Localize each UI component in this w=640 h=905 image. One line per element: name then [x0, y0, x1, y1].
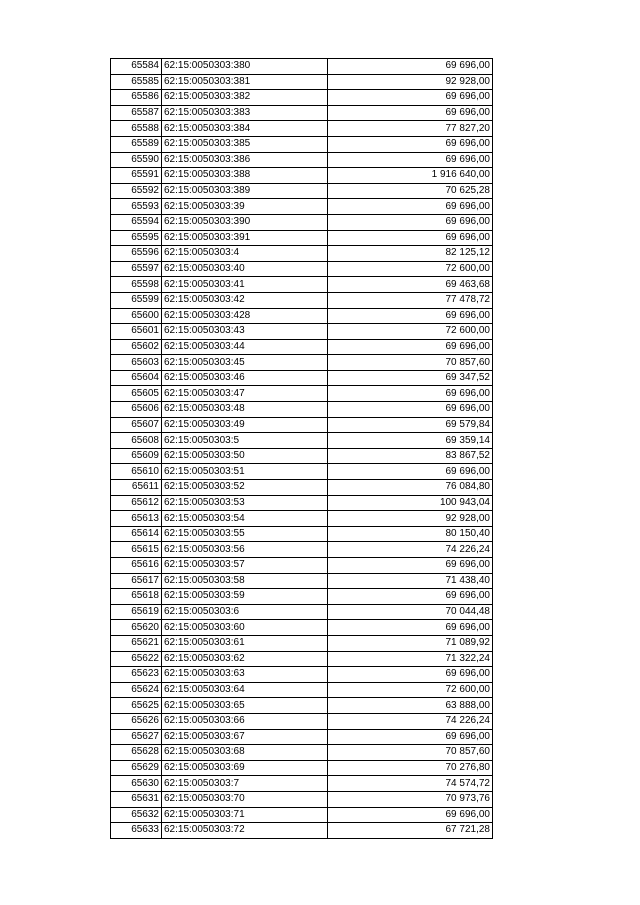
cadastral-number-cell: 62:15:0050303:39 — [162, 199, 328, 215]
table-row — [111, 292, 493, 308]
table-row — [111, 230, 493, 246]
cadastral-value-cell: 74 226,24 — [328, 542, 493, 558]
table-row — [111, 776, 493, 792]
row-number-cell: 65605 — [111, 386, 162, 402]
cadastral-number-cell: 62:15:0050303:67 — [162, 729, 328, 745]
table-row — [111, 152, 493, 168]
table-row — [111, 745, 493, 761]
table-row — [111, 511, 493, 527]
row-number-cell: 65598 — [111, 277, 162, 293]
cadastral-number-cell: 62:15:0050303:57 — [162, 558, 328, 574]
table-row — [111, 526, 493, 542]
cadastral-value-cell: 69 696,00 — [328, 667, 493, 683]
cadastral-value-cell: 71 089,92 — [328, 635, 493, 651]
table-row — [111, 324, 493, 340]
row-number-cell: 65588 — [111, 121, 162, 137]
cadastral-value-cell: 70 044,48 — [328, 604, 493, 620]
cadastral-number-cell: 62:15:0050303:385 — [162, 136, 328, 152]
table-row — [111, 635, 493, 651]
table-row — [111, 667, 493, 683]
table-row — [111, 573, 493, 589]
cadastral-number-cell: 62:15:0050303:389 — [162, 183, 328, 199]
cadastral-number-cell: 62:15:0050303:56 — [162, 542, 328, 558]
cadastral-number-cell: 62:15:0050303:54 — [162, 511, 328, 527]
cadastral-value-cell: 71 322,24 — [328, 651, 493, 667]
row-number-cell: 65609 — [111, 448, 162, 464]
row-number-cell: 65632 — [111, 807, 162, 823]
cadastral-value-cell: 1 916 640,00 — [328, 168, 493, 184]
cadastral-value-cell: 69 696,00 — [328, 230, 493, 246]
row-number-cell: 65604 — [111, 370, 162, 386]
cadastral-value-cell: 74 226,24 — [328, 713, 493, 729]
table-row — [111, 121, 493, 137]
table-row — [111, 105, 493, 121]
table-row — [111, 402, 493, 418]
row-number-cell: 65599 — [111, 292, 162, 308]
cadastral-number-cell: 62:15:0050303:63 — [162, 667, 328, 683]
cadastral-value-cell: 69 696,00 — [328, 558, 493, 574]
cadastral-number-cell: 62:15:0050303:71 — [162, 807, 328, 823]
row-number-cell: 65614 — [111, 526, 162, 542]
row-number-cell: 65623 — [111, 667, 162, 683]
row-number-cell: 65617 — [111, 573, 162, 589]
table-row — [111, 90, 493, 106]
table-row — [111, 807, 493, 823]
row-number-cell: 65587 — [111, 105, 162, 121]
cadastral-number-cell: 62:15:0050303:40 — [162, 261, 328, 277]
cadastral-number-cell: 62:15:0050303:70 — [162, 791, 328, 807]
row-number-cell: 65586 — [111, 90, 162, 106]
row-number-cell: 65631 — [111, 791, 162, 807]
cadastral-number-cell: 62:15:0050303:44 — [162, 339, 328, 355]
cadastral-value-cell: 76 084,80 — [328, 480, 493, 496]
row-number-cell: 65597 — [111, 261, 162, 277]
row-number-cell: 65592 — [111, 183, 162, 199]
cadastral-number-cell: 62:15:0050303:384 — [162, 121, 328, 137]
row-number-cell: 65618 — [111, 589, 162, 605]
table-row — [111, 168, 493, 184]
cadastral-number-cell: 62:15:0050303:69 — [162, 760, 328, 776]
table-row — [111, 74, 493, 90]
table-row — [111, 651, 493, 667]
cadastral-value-cell: 92 928,00 — [328, 74, 493, 90]
cadastral-number-cell: 62:15:0050303:42 — [162, 292, 328, 308]
row-number-cell: 65629 — [111, 760, 162, 776]
row-number-cell: 65619 — [111, 604, 162, 620]
cadastral-value-cell: 100 943,04 — [328, 495, 493, 511]
cadastral-value-cell: 69 696,00 — [328, 589, 493, 605]
table-row — [111, 480, 493, 496]
cadastral-number-cell: 62:15:0050303:53 — [162, 495, 328, 511]
table-row — [111, 448, 493, 464]
cadastral-value-cell: 69 696,00 — [328, 402, 493, 418]
cadastral-value-cell: 83 867,52 — [328, 448, 493, 464]
cadastral-value-cell: 72 600,00 — [328, 261, 493, 277]
table-row — [111, 495, 493, 511]
cadastral-number-cell: 62:15:0050303:51 — [162, 464, 328, 480]
cadastral-value-cell: 69 359,14 — [328, 433, 493, 449]
table-row — [111, 760, 493, 776]
cadastral-number-cell: 62:15:0050303:65 — [162, 698, 328, 714]
cadastral-number-cell: 62:15:0050303:5 — [162, 433, 328, 449]
cadastral-number-cell: 62:15:0050303:382 — [162, 90, 328, 106]
row-number-cell: 65613 — [111, 511, 162, 527]
cadastral-value-cell: 69 696,00 — [328, 339, 493, 355]
table-row — [111, 386, 493, 402]
cadastral-value-cell: 69 696,00 — [328, 464, 493, 480]
cadastral-number-cell: 62:15:0050303:66 — [162, 713, 328, 729]
row-number-cell: 65625 — [111, 698, 162, 714]
table-body — [111, 59, 493, 839]
row-number-cell: 65590 — [111, 152, 162, 168]
cadastral-value-cell: 77 478,72 — [328, 292, 493, 308]
cadastral-number-cell: 62:15:0050303:388 — [162, 168, 328, 184]
cadastral-number-cell: 62:15:0050303:391 — [162, 230, 328, 246]
row-number-cell: 65611 — [111, 480, 162, 496]
row-number-cell: 65591 — [111, 168, 162, 184]
cadastral-number-cell: 62:15:0050303:386 — [162, 152, 328, 168]
table-row — [111, 214, 493, 230]
table-row — [111, 558, 493, 574]
cadastral-value-cell: 69 696,00 — [328, 136, 493, 152]
cadastral-value-cell: 70 857,60 — [328, 745, 493, 761]
cadastral-number-cell: 62:15:0050303:7 — [162, 776, 328, 792]
cadastral-value-cell: 69 696,00 — [328, 308, 493, 324]
row-number-cell: 65627 — [111, 729, 162, 745]
row-number-cell: 65630 — [111, 776, 162, 792]
cadastral-number-cell: 62:15:0050303:52 — [162, 480, 328, 496]
cadastral-value-cell: 72 600,00 — [328, 324, 493, 340]
cadastral-value-cell: 69 347,52 — [328, 370, 493, 386]
cadastral-value-cell: 69 696,00 — [328, 729, 493, 745]
row-number-cell: 65620 — [111, 620, 162, 636]
row-number-cell: 65616 — [111, 558, 162, 574]
cadastral-number-cell: 62:15:0050303:428 — [162, 308, 328, 324]
cadastral-number-cell: 62:15:0050303:381 — [162, 74, 328, 90]
cadastral-value-cell: 69 579,84 — [328, 417, 493, 433]
cadastral-value-cell: 69 696,00 — [328, 214, 493, 230]
table-row — [111, 620, 493, 636]
cadastral-number-cell: 62:15:0050303:60 — [162, 620, 328, 636]
cadastral-value-cell: 69 696,00 — [328, 105, 493, 121]
table-row — [111, 682, 493, 698]
cadastral-value-cell: 70 857,60 — [328, 355, 493, 371]
cadastral-number-cell: 62:15:0050303:45 — [162, 355, 328, 371]
cadastral-number-cell: 62:15:0050303:6 — [162, 604, 328, 620]
cadastral-value-cell: 69 696,00 — [328, 59, 493, 75]
table-row — [111, 355, 493, 371]
row-number-cell: 65615 — [111, 542, 162, 558]
table-row — [111, 261, 493, 277]
table-row — [111, 136, 493, 152]
table-row — [111, 823, 493, 839]
row-number-cell: 65596 — [111, 246, 162, 262]
row-number-cell: 65607 — [111, 417, 162, 433]
cadastral-value-cell: 77 827,20 — [328, 121, 493, 137]
row-number-cell: 65628 — [111, 745, 162, 761]
row-number-cell: 65602 — [111, 339, 162, 355]
cadastral-value-cell: 69 696,00 — [328, 152, 493, 168]
table-row — [111, 199, 493, 215]
document-page — [110, 58, 491, 839]
table-row — [111, 246, 493, 262]
row-number-cell: 65585 — [111, 74, 162, 90]
cadastral-value-cell: 69 696,00 — [328, 199, 493, 215]
row-number-cell: 65633 — [111, 823, 162, 839]
cadastral-number-cell: 62:15:0050303:49 — [162, 417, 328, 433]
row-number-cell: 65584 — [111, 59, 162, 75]
row-number-cell: 65603 — [111, 355, 162, 371]
table-row — [111, 464, 493, 480]
table-row — [111, 277, 493, 293]
cadastral-number-cell: 62:15:0050303:46 — [162, 370, 328, 386]
row-number-cell: 65601 — [111, 324, 162, 340]
row-number-cell: 65624 — [111, 682, 162, 698]
cadastral-value-table — [110, 58, 493, 839]
row-number-cell: 65608 — [111, 433, 162, 449]
cadastral-value-cell: 92 928,00 — [328, 511, 493, 527]
table-row — [111, 59, 493, 75]
row-number-cell: 65622 — [111, 651, 162, 667]
table-row — [111, 791, 493, 807]
cadastral-number-cell: 62:15:0050303:59 — [162, 589, 328, 605]
cadastral-number-cell: 62:15:0050303:55 — [162, 526, 328, 542]
table-row — [111, 713, 493, 729]
row-number-cell: 65610 — [111, 464, 162, 480]
table-row — [111, 308, 493, 324]
table-row — [111, 604, 493, 620]
table-row — [111, 542, 493, 558]
cadastral-number-cell: 62:15:0050303:41 — [162, 277, 328, 293]
cadastral-number-cell: 62:15:0050303:64 — [162, 682, 328, 698]
cadastral-number-cell: 62:15:0050303:50 — [162, 448, 328, 464]
cadastral-number-cell: 62:15:0050303:72 — [162, 823, 328, 839]
row-number-cell: 65621 — [111, 635, 162, 651]
cadastral-number-cell: 62:15:0050303:390 — [162, 214, 328, 230]
cadastral-value-cell: 82 125,12 — [328, 246, 493, 262]
cadastral-number-cell: 62:15:0050303:58 — [162, 573, 328, 589]
cadastral-value-cell: 74 574,72 — [328, 776, 493, 792]
row-number-cell: 65606 — [111, 402, 162, 418]
cadastral-value-cell: 69 696,00 — [328, 620, 493, 636]
table-row — [111, 698, 493, 714]
cadastral-value-cell: 70 625,28 — [328, 183, 493, 199]
table-row — [111, 370, 493, 386]
cadastral-value-cell: 72 600,00 — [328, 682, 493, 698]
cadastral-value-cell: 67 721,28 — [328, 823, 493, 839]
row-number-cell: 65626 — [111, 713, 162, 729]
cadastral-number-cell: 62:15:0050303:43 — [162, 324, 328, 340]
table-row — [111, 589, 493, 605]
cadastral-number-cell: 62:15:0050303:48 — [162, 402, 328, 418]
row-number-cell: 65595 — [111, 230, 162, 246]
cadastral-value-cell: 80 150,40 — [328, 526, 493, 542]
row-number-cell: 65593 — [111, 199, 162, 215]
cadastral-value-cell: 63 888,00 — [328, 698, 493, 714]
table-row — [111, 183, 493, 199]
cadastral-value-cell: 69 696,00 — [328, 386, 493, 402]
cadastral-value-cell: 70 276,80 — [328, 760, 493, 776]
table-row — [111, 417, 493, 433]
cadastral-value-cell: 69 463,68 — [328, 277, 493, 293]
cadastral-number-cell: 62:15:0050303:47 — [162, 386, 328, 402]
table-row — [111, 433, 493, 449]
cadastral-number-cell: 62:15:0050303:68 — [162, 745, 328, 761]
table-row — [111, 729, 493, 745]
row-number-cell: 65612 — [111, 495, 162, 511]
cadastral-number-cell: 62:15:0050303:62 — [162, 651, 328, 667]
cadastral-value-cell: 70 973,76 — [328, 791, 493, 807]
cadastral-value-cell: 69 696,00 — [328, 90, 493, 106]
cadastral-number-cell: 62:15:0050303:380 — [162, 59, 328, 75]
row-number-cell: 65594 — [111, 214, 162, 230]
cadastral-number-cell: 62:15:0050303:61 — [162, 635, 328, 651]
row-number-cell: 65589 — [111, 136, 162, 152]
table-row — [111, 339, 493, 355]
cadastral-number-cell: 62:15:0050303:4 — [162, 246, 328, 262]
cadastral-number-cell: 62:15:0050303:383 — [162, 105, 328, 121]
cadastral-value-cell: 71 438,40 — [328, 573, 493, 589]
row-number-cell: 65600 — [111, 308, 162, 324]
cadastral-value-cell: 69 696,00 — [328, 807, 493, 823]
